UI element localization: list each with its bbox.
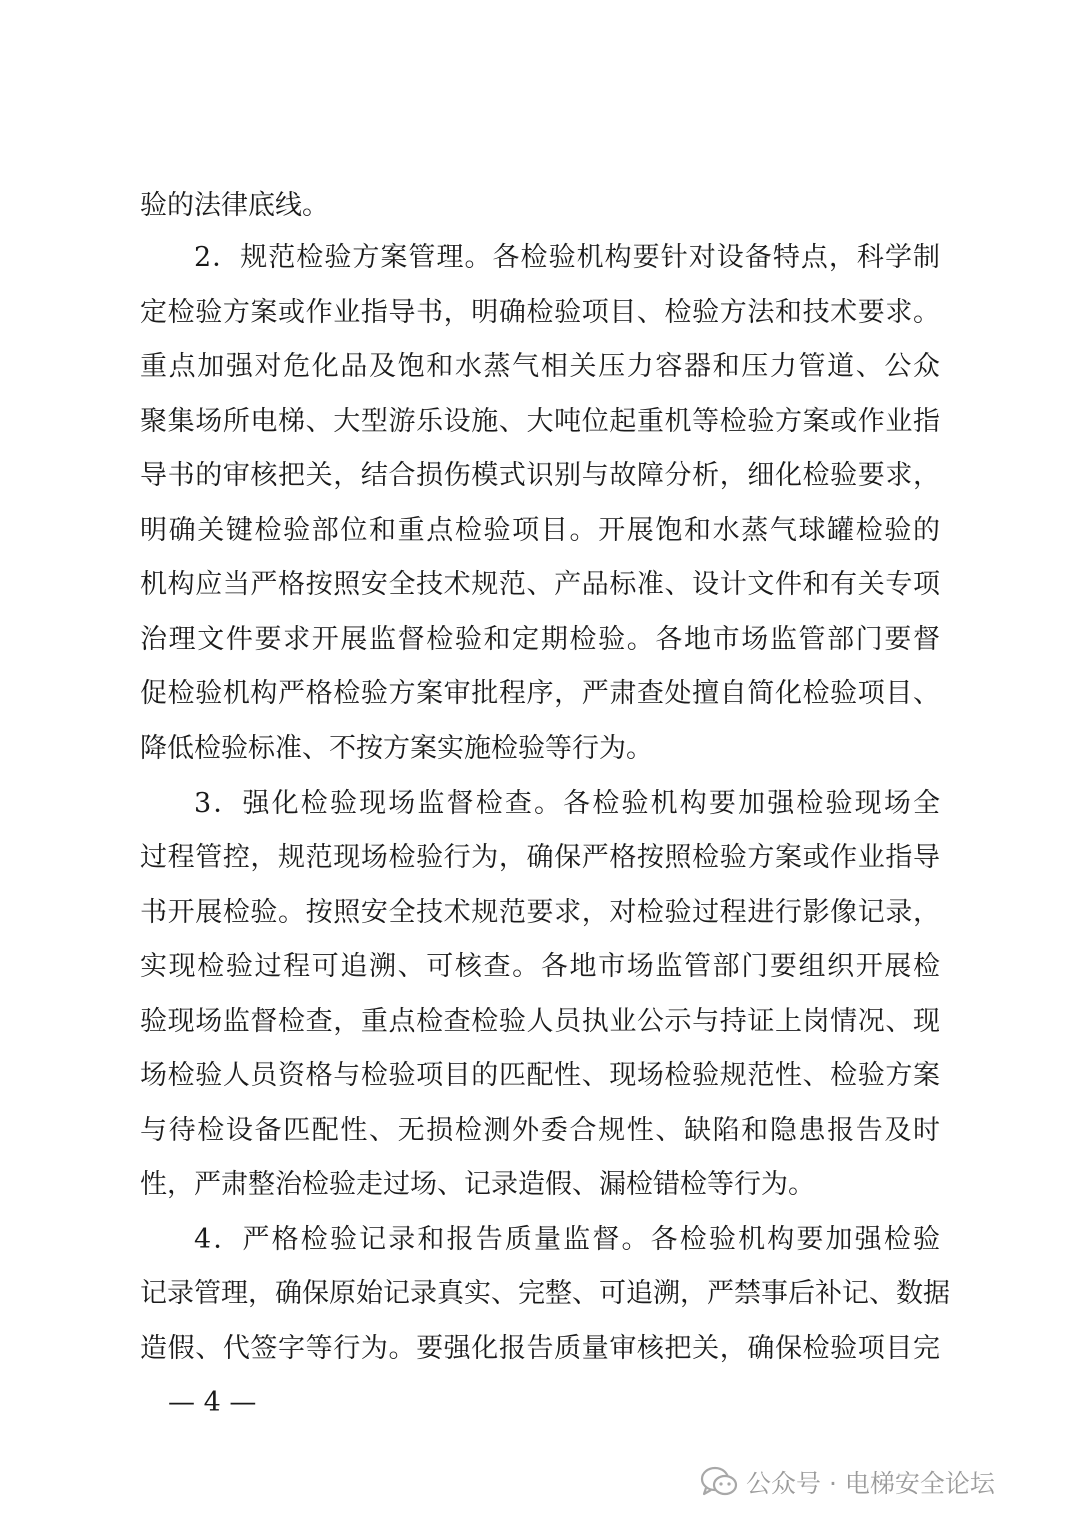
paragraph-line: 造假、代签字等行为。要强化报告质量审核把关，确保检验项目完 xyxy=(140,1333,940,1364)
paragraph-line: 过程管控，规范现场检验行为，确保严格按照检验方案或作业指导 xyxy=(140,842,940,873)
paragraph-line: 性，严肃整治检验走过场、记录造假、漏检错检等行为。 xyxy=(140,1169,815,1200)
paragraph-line: 3．强化检验现场监督检查。各检验机构要加强检验现场全 xyxy=(194,788,940,819)
paragraph-line: 场检验人员资格与检验项目的匹配性、现场检验规范性、检验方案 xyxy=(140,1060,940,1091)
paragraph-line: 定检验方案或作业指导书，明确检验项目、检验方法和技术要求。 xyxy=(140,297,940,328)
paragraph-line: 实现检验过程可追溯、可核查。各地市场监管部门要组织开展检 xyxy=(140,951,940,982)
paragraph-line: 记录管理，确保原始记录真实、完整、可追溯，严禁事后补记、数据 xyxy=(140,1278,950,1309)
paragraph-line: 治理文件要求开展监督检验和定期检验。各地市场监管部门要督 xyxy=(140,624,940,655)
page-number: — 4 — xyxy=(168,1387,257,1418)
paragraph-line: 机构应当严格按照安全技术规范、产品标准、设计文件和有关专项 xyxy=(140,569,940,600)
paragraph-line: 4．严格检验记录和报告质量监督。各检验机构要加强检验 xyxy=(194,1224,940,1255)
paragraph-line: 降低检验标准、不按方案实施检验等行为。 xyxy=(140,733,653,764)
paragraph-line: 与待检设备匹配性、无损检测外委合规性、缺陷和隐患报告及时 xyxy=(140,1115,940,1146)
watermark xyxy=(700,1460,995,1504)
paragraph-line: 重点加强对危化品及饱和水蒸气相关压力容器和压力管道、公众 xyxy=(140,351,940,382)
paragraph-line: 2．规范检验方案管理。各检验机构要针对设备特点，科学制 xyxy=(194,242,940,273)
paragraph-line: 聚集场所电梯、大型游乐设施、大吨位起重机等检验方案或作业指 xyxy=(140,406,940,437)
paragraph-line: 明确关键检验部位和重点检验项目。开展饱和水蒸气球罐检验的 xyxy=(140,515,940,546)
watermark-text: 公众号 · 电梯安全论坛 xyxy=(746,1469,995,1498)
paragraph-line: 促检验机构严格检验方案审批程序，严肃查处擅自简化检验项目、 xyxy=(140,678,940,709)
paragraph-line: 验的法律底线。 xyxy=(140,190,329,221)
wechat-icon xyxy=(700,1465,738,1499)
paragraph-line: 导书的审核把关，结合损伤模式识别与故障分析，细化检验要求， xyxy=(140,460,940,491)
paragraph-line: 验现场监督检查，重点检查检验人员执业公示与持证上岗情况、现 xyxy=(140,1006,940,1037)
paragraph-line: 书开展检验。按照安全技术规范要求，对检验过程进行影像记录， xyxy=(140,897,940,928)
